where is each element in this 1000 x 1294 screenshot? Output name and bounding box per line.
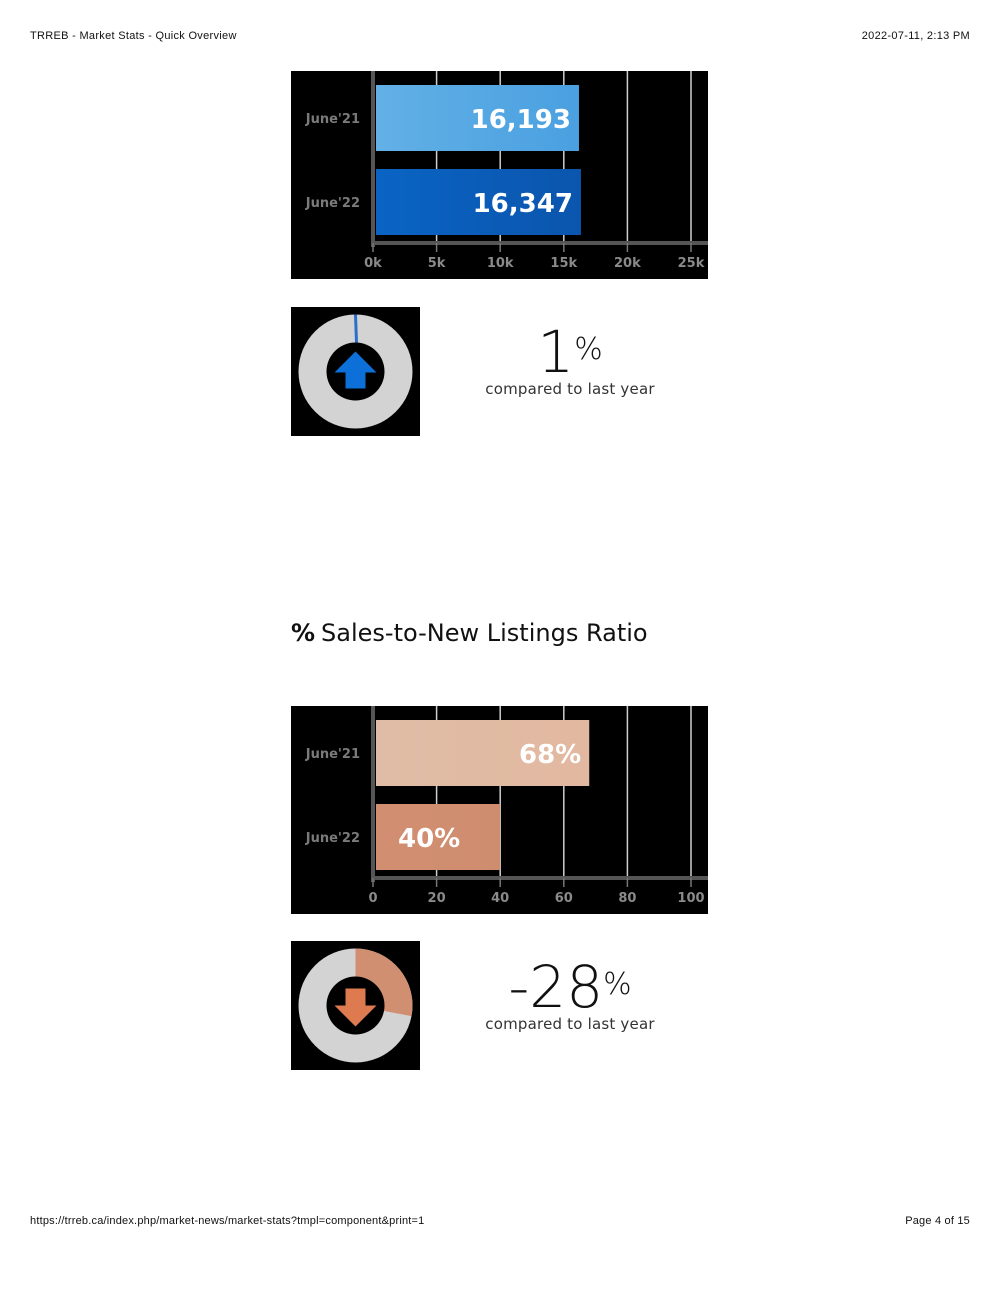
change-number — [440, 953, 700, 1021]
donut-slice — [356, 315, 357, 343]
print-header-datetime: 2022-07-11, 2:13 PM — [861, 30, 970, 42]
tick-label: 0k — [364, 256, 382, 271]
change-caption: compared to last year — [485, 380, 655, 398]
category-label: June'21 — [305, 747, 360, 762]
tick-label: 100 — [677, 891, 705, 906]
print-footer-page: Page 4 of 15 — [905, 1215, 970, 1227]
change-unit: % — [574, 332, 603, 367]
donut-gauge — [291, 941, 420, 1070]
tick-label: 5k — [427, 256, 446, 271]
bar-chart-svg — [291, 706, 708, 914]
tick-label: 20k — [614, 256, 641, 271]
tick-label: 60 — [554, 891, 573, 906]
donut-gauge — [291, 307, 420, 436]
change-summary-section2 — [440, 953, 700, 1033]
tick-label: 10k — [486, 256, 514, 271]
tick-label: 20 — [427, 891, 446, 906]
change-unit: % — [603, 967, 632, 1002]
print-footer-url: https://trreb.ca/index.php/market-news/market-stats?tmpl=component&print=1 — [30, 1215, 425, 1227]
change-summary-section1 — [440, 318, 700, 398]
bar-chart-section1 — [291, 71, 708, 279]
bar-value-label: 68% — [519, 740, 582, 770]
category-label: June'22 — [305, 831, 360, 846]
change-caption: compared to last year — [485, 1015, 655, 1033]
donut-up-section1 — [291, 307, 420, 436]
bar-value-label: 40% — [398, 824, 461, 854]
change-number — [440, 318, 700, 386]
section-title — [291, 619, 648, 647]
tick-label: 15k — [550, 256, 578, 271]
category-label: June'21 — [305, 112, 360, 127]
donut-down-section2 — [291, 941, 420, 1070]
change-value: 1 — [537, 318, 575, 386]
print-header-title: TRREB - Market Stats - Quick Overview — [30, 30, 237, 42]
tick-label: 40 — [491, 891, 510, 906]
tick-label: 80 — [618, 891, 637, 906]
change-value: -28 — [508, 953, 604, 1021]
tick-label: 0 — [368, 891, 378, 906]
tick-label: 25k — [677, 256, 705, 271]
bar-value-label: 16,193 — [470, 105, 571, 135]
bar-chart-svg — [291, 71, 708, 279]
bar-chart-section2 — [291, 706, 708, 914]
percent-icon: % — [291, 619, 316, 647]
section-title-text: Sales-to-New Listings Ratio — [321, 619, 648, 647]
bar-value-label: 16,347 — [472, 189, 573, 219]
category-label: June'22 — [305, 196, 360, 211]
